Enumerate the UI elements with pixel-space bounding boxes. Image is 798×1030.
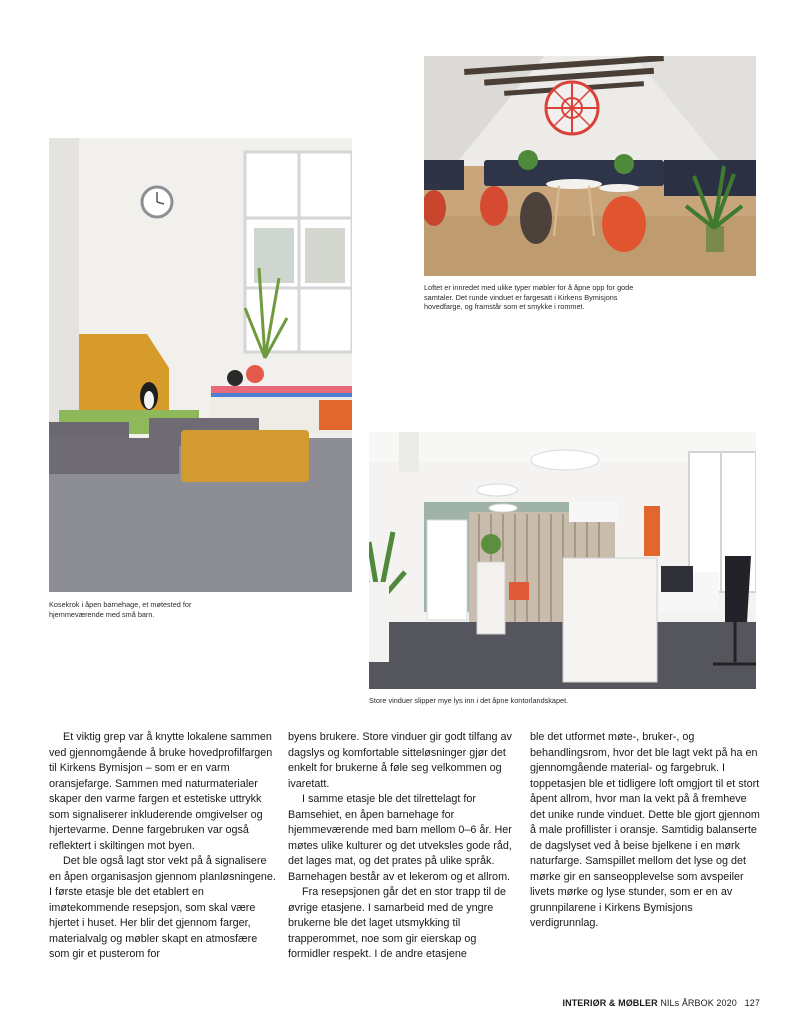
page-footer [563,998,761,1008]
paragraph: I samme etasje ble det tilrettelagt for Bamsehiet, en åpen barnehage for hjemmeværende med barn mellom 0–6 år. Her møtes ulike kulturer og det utveksles gode råd, det lages mat, og det prates på ulike språk. Barnehagen består av et lekerom og et allrom. [288,793,512,883]
paragraph: byens brukere. Store vinduer gir godt tilfang av dagslys og komfortable sitteløsninger gjør det enkelt for brukerne å føle seg velkommen og ivaretatt. [288,731,512,790]
kindergarten-caption: Kosekrok i åpen barnehage, et møtested for hjemmeværende med små barn. [49,600,192,619]
office-photo [369,432,756,689]
office-caption: Store vinduer slipper mye lys inn i det åpne kontorlandskapet. [369,696,569,705]
loft-caption: Loftet er innredet med ulike typer møbler for å åpne opp for gode samtaler. Det runde vinduet er fargesatt i Kirkens Bymisjons hovedfarge, og framstår som et smykke i rommet. [424,283,634,312]
paragraph: ble det utformet møte-, bruker-, og behandlingsrom, hvor det ble lagt vekt på ha en gjennomgående material- og fargebruk. I toppetasjen ble et tidligere loft omgjort til et stort åpent allrom, hvor man la vekt på å fremheve det unike runde vinduet. Dette ble gjort gjennom å male profillister i oransje. Samtidig balanserte de dagslyset ved å beise bjelkene i en mørk naturfarge. Samspillet mellom det lyse og det mørke gir en sanseopplevelse som avspeiler livets mørke og lyse stunder, som er en av grunnpilarene i Kirkens Bymisjons verdigrunnlag. [530,731,760,929]
issue-label: NILs ÅRBOK 2020 [660,998,737,1008]
body-column-3 [530,730,762,932]
page-number: 127 [744,998,760,1008]
body-column-2 [288,730,520,963]
paragraph: Fra resepsjonen går det en stor trapp til de øvrige etasjene. I samarbeid med de yngre brukerne ble det laget utsmykking til trapperommet, noe som gir eierskap og formidler respekt. I de andre etasjene [288,886,507,960]
loft-photo [424,56,756,276]
magazine-name: INTERIØR & MØBLER [562,998,658,1008]
body-column-1 [49,730,279,963]
paragraph: Et viktig grep var å knytte lokalene sammen ved gjennomgående å bruke hovedprofilfargen til Kirkens Bymisjon – som er en varm oransjefarge. Sammen med naturmaterialer skaper den varme fargen et estetiske uttrykk som signaliserer inkluderende omgivelser og hjertevarme. Denne fargebruken var også reflektert i skiltingen mot byen. [49,731,273,852]
kindergarten-photo [49,138,352,592]
paragraph: Det ble også lagt stor vekt på å signalisere en åpen organisasjon gjennom planløsningene. I første etasje ble det etablert en imøtekommende resepsjon, som skal være hjertet i huset. Her blir det gjennom farger, materialvalg og møbler skapt en atmosfære som gir et pusterom for [49,855,276,960]
